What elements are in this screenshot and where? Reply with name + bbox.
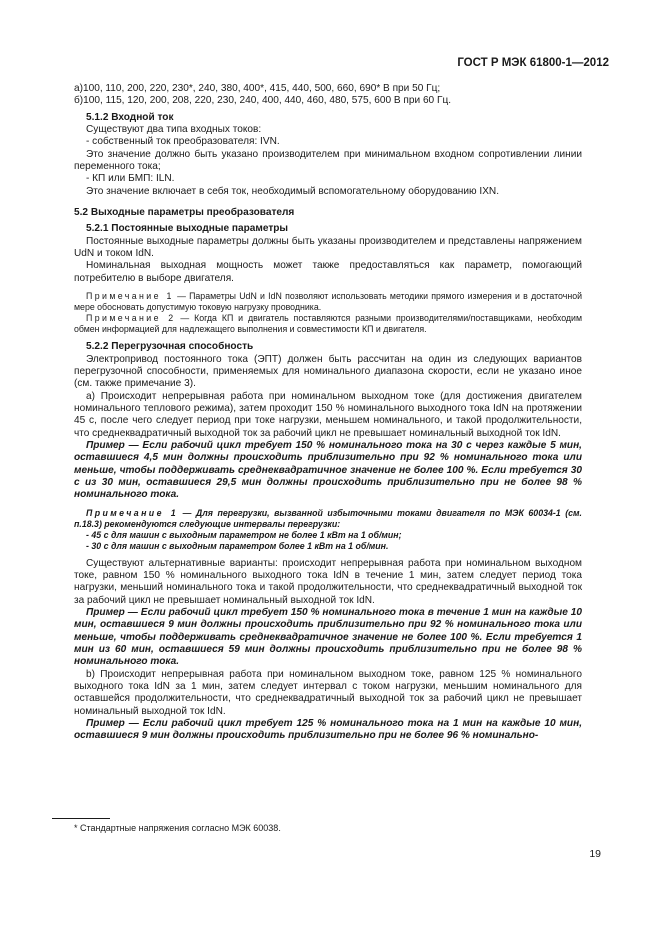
note-overload-text: — Для перегрузки, вызванной избыточными токами двигателя по МЭК 60034-1 (см. п.18.3) рекомендуются следующие интервалы перегрузки:	[74, 507, 582, 529]
note-1	[74, 291, 582, 313]
footnote-divider	[52, 818, 110, 819]
paragraph-constant-params: Постоянные выходные параметры должны быть указаны производителем и представлены напряжением UdN и током IdN.	[74, 235, 582, 260]
paragraph-variant-a: а) Происходит непрерывная работа при номинальном выходном токе (для достижения двигателем номинального теплового режима), затем проходит 150 % номинального выходного тока IdN на протяжении 45 с, после чего следует период при токе нагрузки, меньшем номинального, и такой продолжительности, что среднеквадратичный выходной ток за рабочий цикл не превышает номинальный выходной ток IdN.	[74, 390, 582, 439]
document-body	[74, 83, 582, 743]
note-overload	[74, 508, 582, 530]
voltages-50hz: а)100, 110, 200, 220, 230*, 240, 380, 400*, 415, 440, 500, 660, 690* В при 50 Гц;	[74, 83, 441, 94]
list-item-own-current: - собственный ток преобразователя: IVN.	[86, 136, 280, 148]
example-3: Пример — Если рабочий цикл требует 125 % номинального тока на 1 мин на каждые 10 мин, оставшиеся 9 мин должны происходить приблизительно при не более 96 % номинально-	[74, 718, 582, 742]
note-2-text: — Когда КП и двигатель поставляются разными производителями/поставщиками, необходим обмен информацией для надлежащего выполнения и совместимости КП и двигателя.	[74, 313, 583, 335]
note-2-label: Примечание 2	[86, 313, 176, 324]
paragraph-variant-b: b) Происходит непрерывная работа при номинальном выходном токе, равном 125 % номинального выходного тока IdN за 1 мин, затем следует интервал с током нагрузки, меньшим номинального для оставшейся продолжительности, что среднеквадратичный выходной ток за рабочий цикл не превышает номинальный выходной ток IdN.	[74, 668, 582, 717]
example-1: Пример — Если рабочий цикл требует 150 % номинального тока на 30 с через каждые 5 мин, оставшиеся 4,5 мин должны происходить приблизительно при 92 % номинального тока или меньше, чтобы поддерживать среднеквадратичное значение не более 100 %. Если требуется 30 с из 30 мин, оставшиеся 29,5 мин должны происходить приблизительно при не более 98 % номинального тока.	[74, 439, 582, 501]
paragraph-ept: Электропривод постоянного тока (ЭПТ) должен быть рассчитан на один из следующих вариантов перегрузочной способности, применяемых для номинального диапазона скорости, если не указано иное (см. также примечание 3).	[74, 353, 582, 390]
voltages-60hz: б)100, 115, 120, 200, 208, 220, 230, 240, 400, 440, 460, 480, 575, 600 В при 60 Гц.	[74, 95, 452, 107]
heading-5-2-2: 5.2.2 Перегрузочная способность	[86, 341, 254, 353]
note-1-label: Примечание 1	[86, 291, 174, 302]
note-overload-item-2: - 30 с для машин с выходным параметром более 1 кВт на 1 об/мин.	[86, 540, 389, 551]
note-overload-label: Примечание 1	[86, 507, 179, 518]
paragraph-alternatives: Существуют альтернативные варианты: происходит непрерывная работа при номинальном выходном токе, равном 150 % номинального выходного тока IdN в течение 1 мин, затем следует период тока нагрузки, меньший номинального тока и такой продолжительности, что среднеквадратичный выходной ток за рабочий цикл не превышает номинальный выходной ток IdN.	[74, 557, 582, 606]
footnote: * Стандартные напряжения согласно МЭК 60038.	[74, 823, 281, 833]
note-1-text: — Параметры UdN и IdN позволяют использовать методики прямого измерения и в достаточной мере обосновать допустимую токовую нагрузку проводника.	[74, 291, 582, 313]
list-item-kp: - КП или БМП: ILN.	[86, 173, 175, 185]
heading-5-2-1: 5.2.1 Постоянные выходные параметры	[86, 223, 289, 235]
paragraph-two-types: Существуют два типа входных токов:	[86, 124, 262, 136]
paragraph-includes: Это значение включает в себя ток, необходимый вспомогательному оборудованию IXN.	[86, 185, 500, 197]
heading-5-2: 5.2 Выходные параметры преобразователя	[74, 207, 295, 219]
paragraph-value-specified: Это значение должно быть указано производителем при минимальном входном сопротивлении линии переменного тока;	[74, 148, 582, 173]
example-2: Пример — Если рабочий цикл требует 150 % номинального тока в течение 1 мин на каждые 10 мин, оставшиеся 9 мин должны происходить приблизительно при 92 % номинального тока или меньше, чтобы поддерживать среднеквадратичное значение не более 100 %. Если требуется 1 мин из 60 мин, оставшиеся 59 мин должны происходить приблизительно при не более 98 % номинального тока.	[74, 607, 582, 668]
page-header-standard: ГОСТ Р МЭК 61800-1—2012	[457, 57, 609, 69]
paragraph-power: Номинальная выходная мощность может также предоставляться как параметр, помогающий потребителю в выборе двигателя.	[74, 260, 582, 284]
note-overload-item-1: - 45 с для машин с выходным параметром не более 1 кВт на 1 об/мин;	[86, 529, 402, 540]
heading-5-1-2: 5.1.2 Входной ток	[86, 111, 174, 123]
note-2	[74, 313, 582, 335]
page-number: 19	[589, 848, 601, 860]
